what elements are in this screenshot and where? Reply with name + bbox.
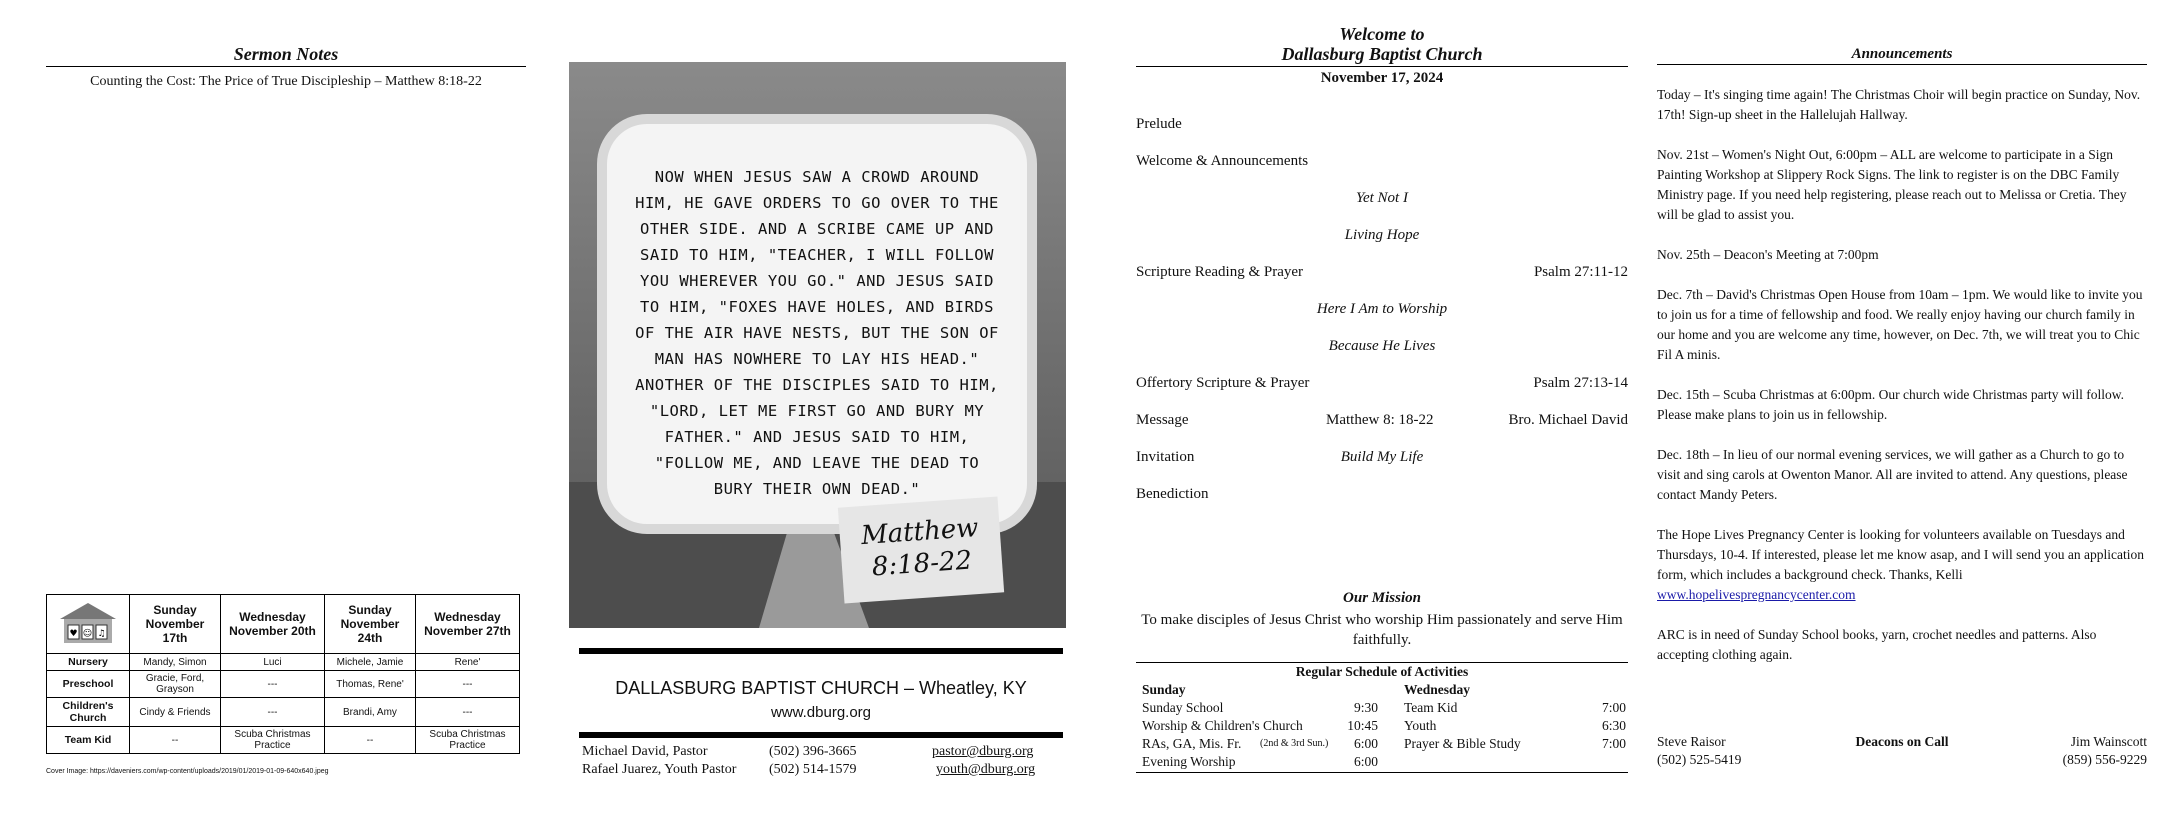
table-row <box>47 654 520 671</box>
deacon-right-phone: (859) 556-9229 <box>2062 752 2147 767</box>
invitation: Invitation <box>1136 449 1195 465</box>
prelude: Prelude <box>1136 116 1182 132</box>
cover-reference-book: Matthew <box>860 512 980 552</box>
mission-text: To make disciples of Jesus Christ who worship Him passionately and serve Him faithfully. <box>1141 612 1623 648</box>
header-sun-17: Sunday November 17th <box>130 595 221 654</box>
announcement-item: Dec. 15th – Scuba Christmas at 6:00pm. Our church wide Christmas party will follow. Please make plans to join us in fellowship. <box>1657 387 2125 422</box>
song-title: Here I Am to Worship <box>1316 301 1448 317</box>
schedule-time: 7:00 <box>1601 700 1626 715</box>
schedule-item: Worship & Children's Church <box>1142 718 1303 733</box>
offertory-reference: Psalm 27:13-14 <box>1533 375 1628 391</box>
staff-name: Rafael Juarez, Youth Pastor <box>582 762 737 777</box>
pregnancy-center-link[interactable]: www.hopelivespregnancycenter.com <box>1657 587 1856 602</box>
welcome-line1: Welcome to <box>1339 24 1425 44</box>
schedule-item: Sunday School <box>1142 700 1224 715</box>
header-wed-27: Wednesday November 27th <box>415 595 519 654</box>
table-cell: Scuba Christmas Practice <box>415 727 519 754</box>
deacon-left-name: Steve Raisor <box>1657 734 1726 749</box>
table-row <box>47 671 520 698</box>
table-cell: Thomas, Rene' <box>324 671 415 698</box>
table-cell: --- <box>415 698 519 727</box>
schedule-time: 6:00 <box>1353 736 1378 751</box>
church-family-icon <box>47 595 130 654</box>
staff-phone: (502) 396-3665 <box>769 744 857 759</box>
table-cell: Mandy, Simon <box>130 654 221 671</box>
table-cell: Michele, Jamie <box>324 654 415 671</box>
staff-phone: (502) 514-1579 <box>769 762 857 777</box>
wednesday-label: Wednesday <box>1404 682 1471 697</box>
table-cell: Scuba Christmas Practice <box>221 727 325 754</box>
header-sun-24: Sunday November 24th <box>324 595 415 654</box>
message-speaker: Bro. Michael David <box>1508 412 1628 428</box>
table-cell: -- <box>324 727 415 754</box>
nursery-schedule-table <box>46 594 520 754</box>
benediction: Benediction <box>1136 486 1209 502</box>
announcement-item: Dec. 18th – In lieu of our normal evening services, we will gather as a Church to go to visit and sing carols at Owenton Manor. All are invited to attend. Any questions, please contact Mandy Peters. <box>1657 447 2128 502</box>
table-cell: --- <box>221 698 325 727</box>
schedule-time: 6:30 <box>1601 718 1626 733</box>
message-reference: Matthew 8: 18-22 <box>1326 412 1434 428</box>
church-name: DALLASBURG BAPTIST CHURCH – Wheatley, KY <box>615 678 1027 698</box>
table-cell: -- <box>130 727 221 754</box>
schedule-item: Youth <box>1404 718 1437 733</box>
welcome-line2: Dallasburg Baptist Church <box>1281 44 1483 64</box>
announcements-title: Announcements <box>1851 46 1953 62</box>
announcement-item <box>1657 525 2147 605</box>
schedule-time: 10:45 <box>1347 718 1378 733</box>
staff-name: Michael David, Pastor <box>582 744 708 759</box>
announcements-panel <box>1635 0 2181 833</box>
row-label: Children's Church <box>47 698 130 727</box>
divider <box>1136 772 1628 773</box>
song-title: Build My Life <box>1340 449 1424 465</box>
schedule-title: Regular Schedule of Activities <box>1295 664 1469 679</box>
announcement-item: Nov. 21st – Women's Night Out, 6:00pm – ALL are welcome to participate in a Sign Painting Workshop at Slippery Rock Signs. The link to register is on the DBC Family Ministry page. If you need help registering, please reach out to Melissa or Cretia. They will be glad to assist you. <box>1657 147 2127 222</box>
verse-card <box>607 124 1027 524</box>
deacons-on-call-title: Deacons on Call <box>1855 734 1949 749</box>
schedule-note: (2nd & 3rd Sun.) <box>1260 738 1329 749</box>
song-title: Because He Lives <box>1328 338 1436 354</box>
table-cell: Gracie, Ford, Grayson <box>130 671 221 698</box>
announcement-item: ARC is in need of Sunday School books, yarn, crochet needles and patterns. Also accepting clothing again. <box>1657 627 2097 662</box>
divider <box>579 648 1063 654</box>
church-website[interactable]: www.dburg.org <box>770 704 872 721</box>
divider <box>579 732 1063 738</box>
welcome-announcements: Welcome & Announcements <box>1136 153 1309 169</box>
row-label: Preschool <box>47 671 130 698</box>
announcement-item: Nov. 25th – Deacon's Meeting at 7:00pm <box>1657 247 1879 262</box>
schedule-item: Team Kid <box>1404 700 1458 715</box>
scripture-reading: Scripture Reading & Prayer <box>1136 264 1304 280</box>
divider <box>46 66 526 67</box>
welcome-heading <box>1136 24 1628 64</box>
divider <box>1657 64 2147 65</box>
table-cell: Cindy & Friends <box>130 698 221 727</box>
svg-text:♫: ♫ <box>97 628 106 639</box>
table-cell: Rene' <box>415 654 519 671</box>
schedule-item: RAs, GA, Mis. Fr. <box>1142 736 1242 751</box>
offertory: Offertory Scripture & Prayer <box>1136 375 1310 391</box>
staff-email[interactable]: pastor@dburg.org <box>932 744 1034 759</box>
svg-text:☺: ☺ <box>82 628 93 639</box>
message: Message <box>1136 412 1189 428</box>
order-of-worship-panel <box>1090 0 1635 833</box>
schedule-item: Evening Worship <box>1142 754 1236 769</box>
table-cell: Luci <box>221 654 325 671</box>
cover-verse: NOW WHEN JESUS SAW A CROWD AROUND HIM, HE GAVE ORDERS TO GO OVER TO THE OTHER SIDE. AND A SCRIBE CAME UP AND SAID TO HIM, "TEACHER, I WILL FOLLOW YOU WHEREVER YOU GO." AND JESUS SAID TO HIM, "FOXES HAVE HOLES, AND BIRDS OF THE AIR HAVE NESTS, BUT THE SON OF MAN HAS NOWHERE TO LAY HIS HEAD." ANOTHER OF THE DISCIPLES SAID TO HIM, "LORD, LET ME FIRST GO AND BURY MY FATHER." AND JESUS SAID TO HIM, "FOLLOW ME, AND LEAVE THE DEAD TO BURY THEIR OWN DEAD." <box>635 168 999 498</box>
announcement-item: Today – It's singing time again! The Christmas Choir will begin practice on Sunday, Nov. 17th! Sign-up sheet in the Hallelujah Hallway. <box>1657 87 2141 122</box>
schedule-item: Prayer & Bible Study <box>1404 736 1521 751</box>
service-date: November 17, 2024 <box>1320 70 1444 86</box>
deacon-right-name: Jim Wainscott <box>2070 734 2147 749</box>
cover-panel <box>545 0 1090 833</box>
sermon-notes-text: Counting the Cost: The Price of True Discipleship – Matthew 8:18-22 <box>90 74 482 89</box>
table-header-row <box>47 595 520 654</box>
table-row <box>47 727 520 754</box>
cover-reference-verses: 8:18-22 <box>870 545 974 583</box>
sermon-notes-title: Sermon Notes <box>233 44 339 64</box>
table-row <box>47 698 520 727</box>
table-cell: --- <box>221 671 325 698</box>
svg-text:♥: ♥ <box>69 628 78 639</box>
header-wed-20: Wednesday November 20th <box>221 595 325 654</box>
announcement-text: The Hope Lives Pregnancy Center is looking for volunteers available on Tuesdays and Thursdays, 10-4. If interested, please let me know asap, and I will send you an application form, which includes a background check. Thanks, Kelli <box>1657 527 2144 582</box>
song-title: Yet Not I <box>1356 190 1408 206</box>
mission-title: Our Mission <box>1343 590 1421 606</box>
announcement-item: Dec. 7th – David's Christmas Open House from 10am – 1pm. We would like to invite you to join us for a time of fellowship and food. We really enjoy having our church family in our home and you are welcome any time, however, on Dec. 7th, we will treat you to Chic Fil A minis. <box>1657 287 2143 362</box>
schedule-time: 6:00 <box>1353 754 1378 769</box>
staff-email[interactable]: youth@dburg.org <box>936 762 1036 777</box>
row-label: Nursery <box>47 654 130 671</box>
sermon-notes-panel <box>0 0 545 833</box>
schedule-time: 7:00 <box>1601 736 1626 751</box>
cover-image <box>569 62 1066 628</box>
table-cell: --- <box>415 671 519 698</box>
deacon-left-phone: (502) 525-5419 <box>1657 752 1742 767</box>
scripture-reference: Psalm 27:11-12 <box>1533 264 1628 280</box>
divider <box>1136 66 1628 67</box>
sunday-label: Sunday <box>1142 682 1186 697</box>
song-title: Living Hope <box>1344 227 1420 243</box>
row-label: Team Kid <box>47 727 130 754</box>
scripture-reference-banner <box>838 497 1004 604</box>
table-cell: Brandi, Amy <box>324 698 415 727</box>
cover-image-credit: Cover Image: https://daveniers.com/wp-content/uploads/2019/01/2019-01-09-640x640.jpeg <box>46 768 329 775</box>
schedule-time: 9:30 <box>1353 700 1378 715</box>
divider <box>1136 662 1628 663</box>
